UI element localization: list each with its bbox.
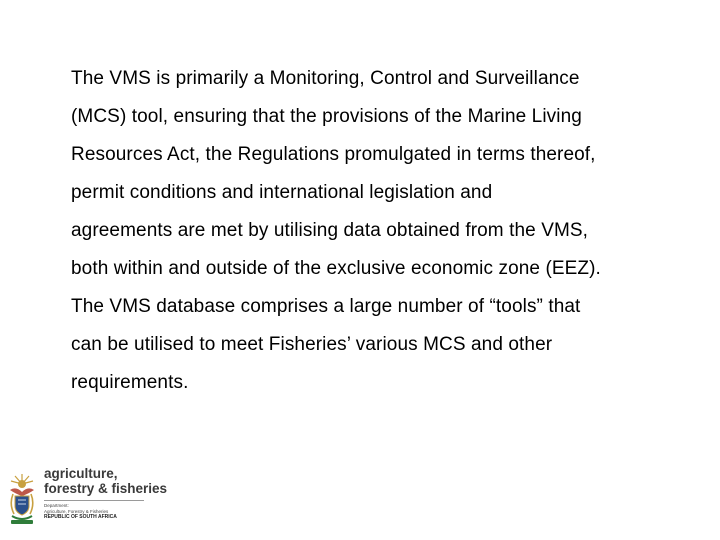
- paragraph-vms-database: [71, 288, 701, 402]
- slide-body: [71, 60, 701, 402]
- text-line: agreements are met by utilising data obtained from the VMS,: [71, 220, 589, 241]
- coat-of-arms-icon: [4, 470, 40, 528]
- text-line: can be utilised to meet Fisheries’ various MCS and other: [71, 334, 553, 355]
- logo-small-1: Department:: [44, 503, 69, 508]
- logo-country: REPUBLIC OF SOUTH AFRICA: [44, 514, 117, 520]
- text-line: The VMS is primarily a Monitoring, Control and Surveillance: [71, 68, 580, 89]
- paragraph-vms-mcs-tool: [71, 60, 701, 288]
- text-line: requirements.: [71, 372, 189, 393]
- text-line: The VMS database comprises a large number of “tools” that: [71, 296, 581, 317]
- logo-small-2: Agriculture, Forestry & Fisheries: [44, 508, 109, 514]
- text-line: Resources Act, the Regulations promulgated in terms thereof,: [71, 144, 596, 165]
- text-line: (MCS) tool, ensuring that the provisions of the Marine Living: [71, 106, 582, 127]
- department-logo: [4, 466, 168, 530]
- department-subtitle: [44, 503, 117, 521]
- text-line: both within and outside of the exclusive economic zone (EEZ).: [71, 258, 601, 279]
- logo-line-1: agriculture,: [44, 466, 118, 481]
- department-title: [44, 467, 167, 496]
- logo-divider: [44, 500, 144, 501]
- text-line: permit conditions and international legislation and: [71, 182, 493, 203]
- logo-line-2: forestry & fisheries: [44, 480, 168, 496]
